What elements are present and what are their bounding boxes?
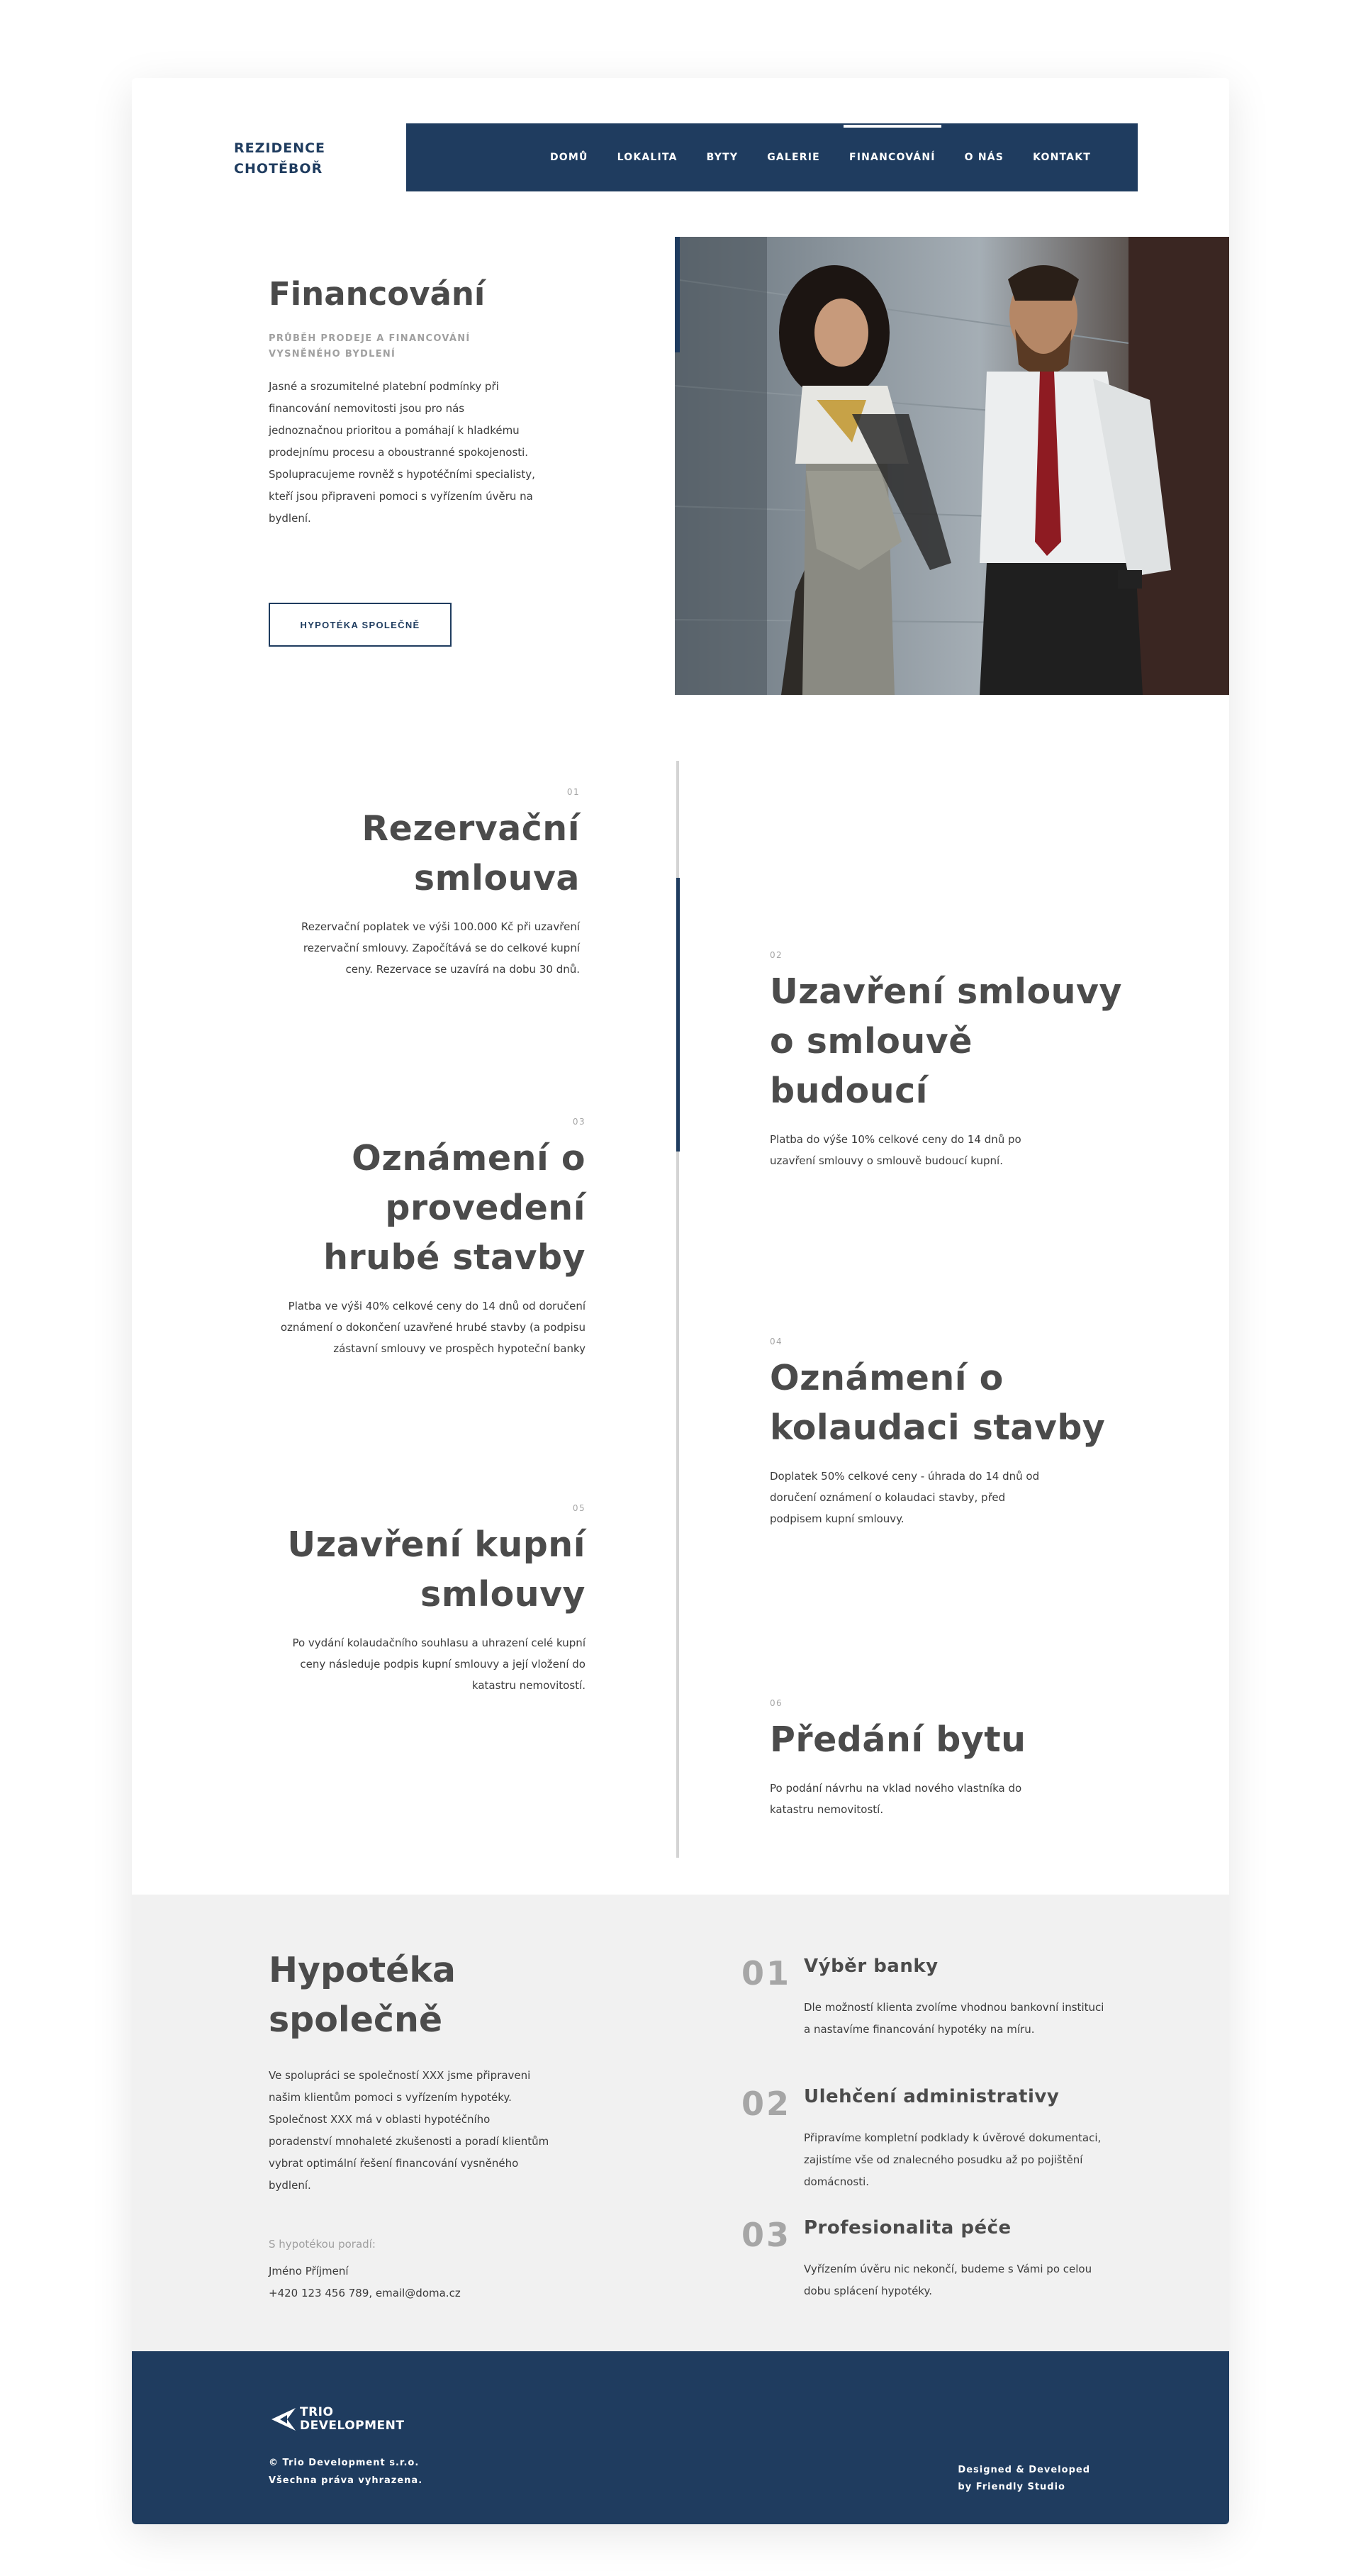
mortgage-button[interactable]: HYPOTÉKA SPOLEČNĚ bbox=[269, 603, 452, 647]
hero-photo bbox=[675, 237, 1229, 695]
step-description: Rezervační poplatek ve výši 100.000 Kč při uzavření rezervační smlouvy. Započítává se do celkové kupní ceny. Rezervace se uzavírá na dobu 30 dnů. bbox=[301, 920, 580, 976]
timeline-step bbox=[274, 1117, 586, 1359]
credit-line2: by Friendly Studio bbox=[958, 2482, 1065, 2492]
step-title: Uzavření smlouvy o smlouvě budoucí bbox=[770, 971, 1122, 1111]
step-description: Platba ve výši 40% celkové ceny do 14 dnů od doručení oznámení o dokončení uzavřené hrubé stavby (a podpisu zástavní smlouvy ve prospěch hypoteční banky bbox=[280, 1300, 586, 1355]
mortgage-description: Ve spolupráci se společností XXX jsme připraveni našim klientům pomoci s vyřízením hypotéky. Společnost XXX má v oblasti hypotéčního poradenství mnohaleté zkušenosti a poradí klientům vybrat optimální řešení financování vysněného bydlení. bbox=[269, 2069, 549, 2192]
step-description: Po vydání kolaudačního souhlasu a uhrazení celé kupní ceny následuje podpis kupní smlouvy a její vložení do katastru nemovitostí. bbox=[292, 1637, 586, 1692]
advisor-phone-email[interactable]: +420 123 456 789, email@doma.cz bbox=[269, 2287, 461, 2299]
timeline-step bbox=[770, 1698, 1138, 1820]
benefit-description: Vyřízením úvěru nic nekončí, budeme s Vámi po celou dobu splácení hypotéky. bbox=[804, 2263, 1092, 2297]
benefit-number: 03 bbox=[741, 2216, 792, 2254]
site-logo[interactable]: REZIDENCE CHOTĚBOŘ bbox=[234, 140, 326, 177]
hero-subtitle: PRŮBĚH PRODEJE A FINANCOVÁNÍ VYSNĚNÉHO BYDLENÍ bbox=[269, 333, 471, 359]
timeline-step bbox=[770, 1337, 1153, 1529]
step-title: Uzavření kupní smlouvy bbox=[287, 1524, 586, 1615]
advisor-contact bbox=[269, 2260, 566, 2304]
nav-item-byty[interactable]: BYTY bbox=[706, 152, 739, 163]
step-number: 01 bbox=[566, 787, 580, 797]
couple-photo-illustration bbox=[675, 237, 1229, 695]
benefit-title: Profesionalita péče bbox=[804, 2217, 1012, 2238]
advisor-label: S hypotékou poradí: bbox=[269, 2238, 376, 2251]
footer-credit[interactable] bbox=[958, 2462, 1090, 2496]
step-title: Předání bytu bbox=[770, 1719, 1026, 1760]
benefit-description: Připravíme kompletní podklady k úvěrové dokumentaci, zajistíme vše od znalecného posudku až po pojištění domácnosti. bbox=[804, 2131, 1102, 2188]
page-card bbox=[132, 78, 1229, 2524]
main-navigation bbox=[406, 123, 1138, 191]
step-number: 03 bbox=[572, 1117, 586, 1127]
footer-logo-line1: TRIO bbox=[300, 2405, 334, 2419]
nav-item-galerie[interactable]: GALERIE bbox=[767, 152, 820, 163]
step-title: Rezervační smlouva bbox=[362, 808, 580, 898]
nav-item-kontakt[interactable]: KONTAKT bbox=[1033, 152, 1091, 163]
benefit-description: Dle možností klienta zvolíme vhodnou bankovní instituci a nastavíme financování hypotéky na míru. bbox=[804, 2001, 1104, 2036]
benefit-number: 01 bbox=[741, 1954, 792, 1992]
step-number: 05 bbox=[572, 1503, 586, 1513]
credit-line1: Designed & Developed bbox=[958, 2465, 1090, 2475]
copyright-text: © Trio Development s.r.o. bbox=[269, 2458, 420, 2468]
benefit-title: Výběr banky bbox=[804, 1956, 939, 1977]
rights-text: Všechna práva vyhrazena. bbox=[269, 2475, 423, 2486]
step-title: Oznámení o provedení hrubé stavby bbox=[323, 1138, 586, 1278]
benefit-title: Ulehčení administrativy bbox=[804, 2086, 1060, 2107]
step-description: Platba do výše 10% celkové ceny do 14 dnů po uzavření smlouvy o smlouvě budoucí kupní. bbox=[770, 1133, 1021, 1167]
nav-item-domu[interactable]: DOMŮ bbox=[549, 152, 588, 163]
step-number: 02 bbox=[770, 950, 783, 960]
mortgage-title: Hypotéka společně bbox=[269, 1950, 456, 2040]
hero-description: Jasné a srozumitelné platební podmínky při financování nemovitosti jsou pro nás jednoznačnou prioritou a pomáhají k hladkému prodejnímu procesu a oboustranné spokojenosti. Spolupracujeme rovněž s hypotéčními specialisty, kteří jsou připraveni pomoci s vyřízením úvěru na bydlení. bbox=[269, 380, 535, 525]
step-description: Po podání návrhu na vklad nového vlastníka do katastru nemovitostí. bbox=[770, 1782, 1022, 1816]
timeline-step bbox=[274, 787, 580, 980]
mortgage-section bbox=[132, 1895, 1229, 2351]
nav-item-o-nas[interactable]: O NÁS bbox=[964, 152, 1004, 163]
timeline-step bbox=[770, 950, 1138, 1171]
photo-accent-bar bbox=[675, 237, 680, 352]
step-number: 06 bbox=[770, 1698, 783, 1708]
benefit-number: 02 bbox=[741, 2085, 792, 2123]
step-number: 04 bbox=[770, 1337, 783, 1346]
advisor-name: Jméno Příjmení bbox=[269, 2265, 349, 2277]
footer-copyright bbox=[269, 2454, 422, 2489]
nav-item-financovani[interactable]: FINANCOVÁNÍ bbox=[848, 152, 936, 163]
site-footer bbox=[132, 2351, 1229, 2524]
footer-logo[interactable] bbox=[269, 2405, 405, 2433]
page-title: Financování bbox=[269, 275, 486, 313]
step-title: Oznámení o kolaudaci stavby bbox=[770, 1358, 1106, 1448]
timeline-progress bbox=[676, 878, 680, 1152]
trio-logo-icon bbox=[269, 2405, 297, 2433]
step-description: Doplatek 50% celkové ceny - úhrada do 14 dnů od doručení oznámení o kolaudaci stavby, před podpisem kupní smlouvy. bbox=[770, 1470, 1040, 1525]
footer-logo-line2: DEVELOPMENT bbox=[300, 2419, 405, 2433]
timeline-step bbox=[274, 1503, 586, 1696]
nav-item-lokalita[interactable]: LOKALITA bbox=[617, 152, 678, 163]
